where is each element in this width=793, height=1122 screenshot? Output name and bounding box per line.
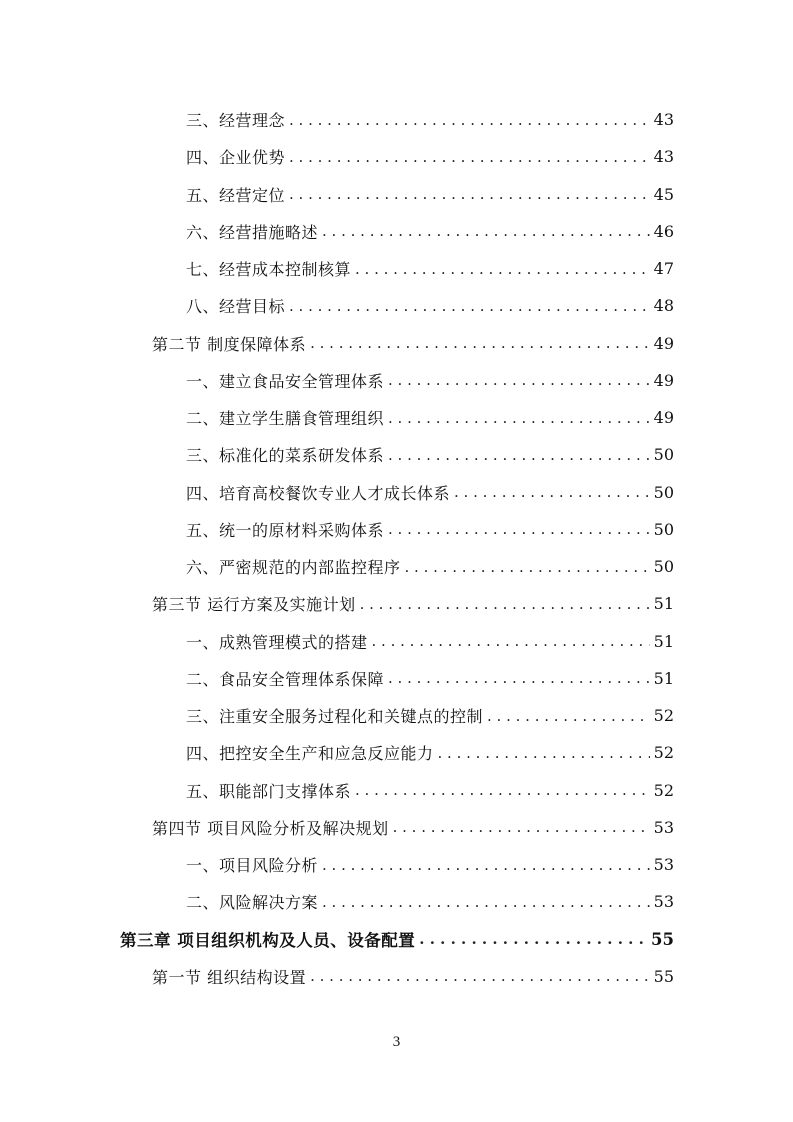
toc-entry-title: 八、经营目标 (186, 297, 286, 317)
toc-entry[interactable] (0, 250, 674, 287)
toc-entry[interactable] (0, 846, 674, 883)
toc-entry-page: 53 (653, 855, 674, 875)
toc-dot-leader (388, 669, 650, 687)
toc-entry-page: 43 (653, 110, 674, 130)
toc-entry-page: 50 (653, 557, 674, 577)
toc-entry-page: 55 (653, 966, 674, 986)
toc-entry-page: 52 (653, 743, 674, 763)
toc-entry-title: 一、成熟管理模式的搭建 (186, 632, 368, 652)
toc-dot-leader (487, 707, 650, 725)
toc-entry-title: 二、食品安全管理体系保障 (186, 669, 385, 689)
toc-entry-title: 第二节 制度保障体系 (152, 334, 307, 354)
toc-entry[interactable] (0, 623, 674, 660)
toc-dot-leader (355, 260, 650, 278)
toc-dot-leader (388, 446, 650, 464)
toc-dot-leader (310, 334, 650, 352)
toc-dot-leader (289, 185, 650, 203)
toc-dot-leader (310, 967, 650, 985)
toc-dot-leader (289, 111, 650, 129)
toc-entry-title: 三、注重安全服务过程化和关键点的控制 (186, 707, 484, 727)
toc-entry-title: 三、标准化的菜系研发体系 (186, 446, 385, 466)
toc-dot-leader (322, 893, 650, 911)
toc-entry-title: 二、风险解决方案 (186, 893, 319, 913)
toc-entry-title: 四、把控安全生产和应急反应能力 (186, 744, 434, 764)
toc-entry-page: 52 (653, 780, 674, 800)
toc-entry-page: 50 (653, 519, 674, 539)
toc-entry-page: 55 (651, 929, 674, 949)
toc-entry[interactable] (0, 287, 674, 324)
toc-entry[interactable] (0, 176, 674, 213)
toc-entry-title: 六、严密规范的内部监控程序 (186, 558, 401, 578)
toc-entry-page: 50 (653, 445, 674, 465)
page-number: 3 (392, 1034, 401, 1050)
toc-entry-page: 50 (653, 482, 674, 502)
toc-entry[interactable] (0, 399, 674, 436)
toc-entry-page: 48 (653, 296, 674, 316)
toc-entry[interactable] (0, 809, 674, 846)
toc-dot-leader (438, 744, 650, 762)
toc-entry-page: 51 (653, 668, 674, 688)
toc-dot-leader (360, 595, 650, 613)
toc-entry[interactable] (0, 883, 674, 920)
toc-entry-page: 51 (653, 631, 674, 651)
toc-entry-page: 53 (653, 817, 674, 837)
toc-entry-title: 第一节 组织结构设置 (152, 967, 307, 987)
toc-entry-page: 49 (653, 408, 674, 428)
toc-chapter-entry[interactable] (0, 921, 674, 958)
toc-dot-leader (355, 781, 650, 799)
toc-entry-page: 47 (653, 259, 674, 279)
toc-entry[interactable] (0, 101, 674, 138)
toc-entry[interactable] (0, 772, 674, 809)
toc-dot-leader (454, 483, 650, 501)
toc-entry[interactable] (0, 660, 674, 697)
toc-entry-title: 四、培育高校餐饮专业人才成长体系 (186, 483, 451, 503)
toc-dot-leader (289, 297, 650, 315)
toc-entry[interactable] (0, 585, 674, 622)
toc-entry-page: 52 (653, 706, 674, 726)
toc-entry[interactable] (0, 325, 674, 362)
toc-entry-page: 45 (653, 184, 674, 204)
toc-dot-leader (393, 818, 650, 836)
toc-dot-leader (388, 371, 650, 389)
toc-entry[interactable] (0, 436, 674, 473)
toc-entry-title: 二、建立学生膳食管理组织 (186, 409, 385, 429)
toc-dot-leader (388, 520, 650, 538)
toc-entry[interactable] (0, 474, 674, 511)
toc-dot-leader (405, 558, 650, 576)
toc-entry[interactable] (0, 362, 674, 399)
toc-entry-title: 五、经营定位 (186, 185, 286, 205)
toc-entry-page: 46 (653, 221, 674, 241)
toc-entry-page: 43 (653, 147, 674, 167)
toc-entry-page: 49 (653, 370, 674, 390)
toc-entry-title: 四、企业优势 (186, 148, 286, 168)
toc-entry-title: 三、经营理念 (186, 111, 286, 131)
toc-dot-leader (388, 409, 650, 427)
toc-entry[interactable] (0, 734, 674, 771)
toc-entry-title: 六、经营措施略述 (186, 222, 319, 242)
toc-dot-leader (289, 148, 650, 166)
toc-entry-title: 第三节 运行方案及实施计划 (152, 595, 356, 615)
toc-entry[interactable] (0, 958, 674, 995)
toc-dot-leader (322, 856, 650, 874)
toc-entry-title: 五、统一的原材料采购体系 (186, 520, 385, 540)
toc-entry[interactable] (0, 548, 674, 585)
toc-entry-page: 51 (653, 594, 674, 614)
toc-entry-page: 53 (653, 892, 674, 912)
toc-entry[interactable] (0, 213, 674, 250)
toc-entry-title: 第三章 项目组织机构及人员、设备配置 (120, 931, 416, 951)
table-of-contents (0, 101, 793, 995)
toc-dot-leader (322, 222, 650, 240)
toc-entry-title: 一、建立食品安全管理体系 (186, 371, 385, 391)
toc-entry[interactable] (0, 697, 674, 734)
toc-entry-title: 一、项目风险分析 (186, 856, 319, 876)
toc-entry-title: 五、职能部门支撑体系 (186, 781, 352, 801)
toc-dot-leader (419, 930, 647, 948)
toc-dot-leader (372, 632, 650, 650)
toc-entry[interactable] (0, 138, 674, 175)
toc-entry-title: 七、经营成本控制核算 (186, 260, 352, 280)
toc-entry[interactable] (0, 511, 674, 548)
toc-entry-title: 第四节 项目风险分析及解决规划 (152, 818, 389, 838)
toc-entry-page: 49 (653, 333, 674, 353)
